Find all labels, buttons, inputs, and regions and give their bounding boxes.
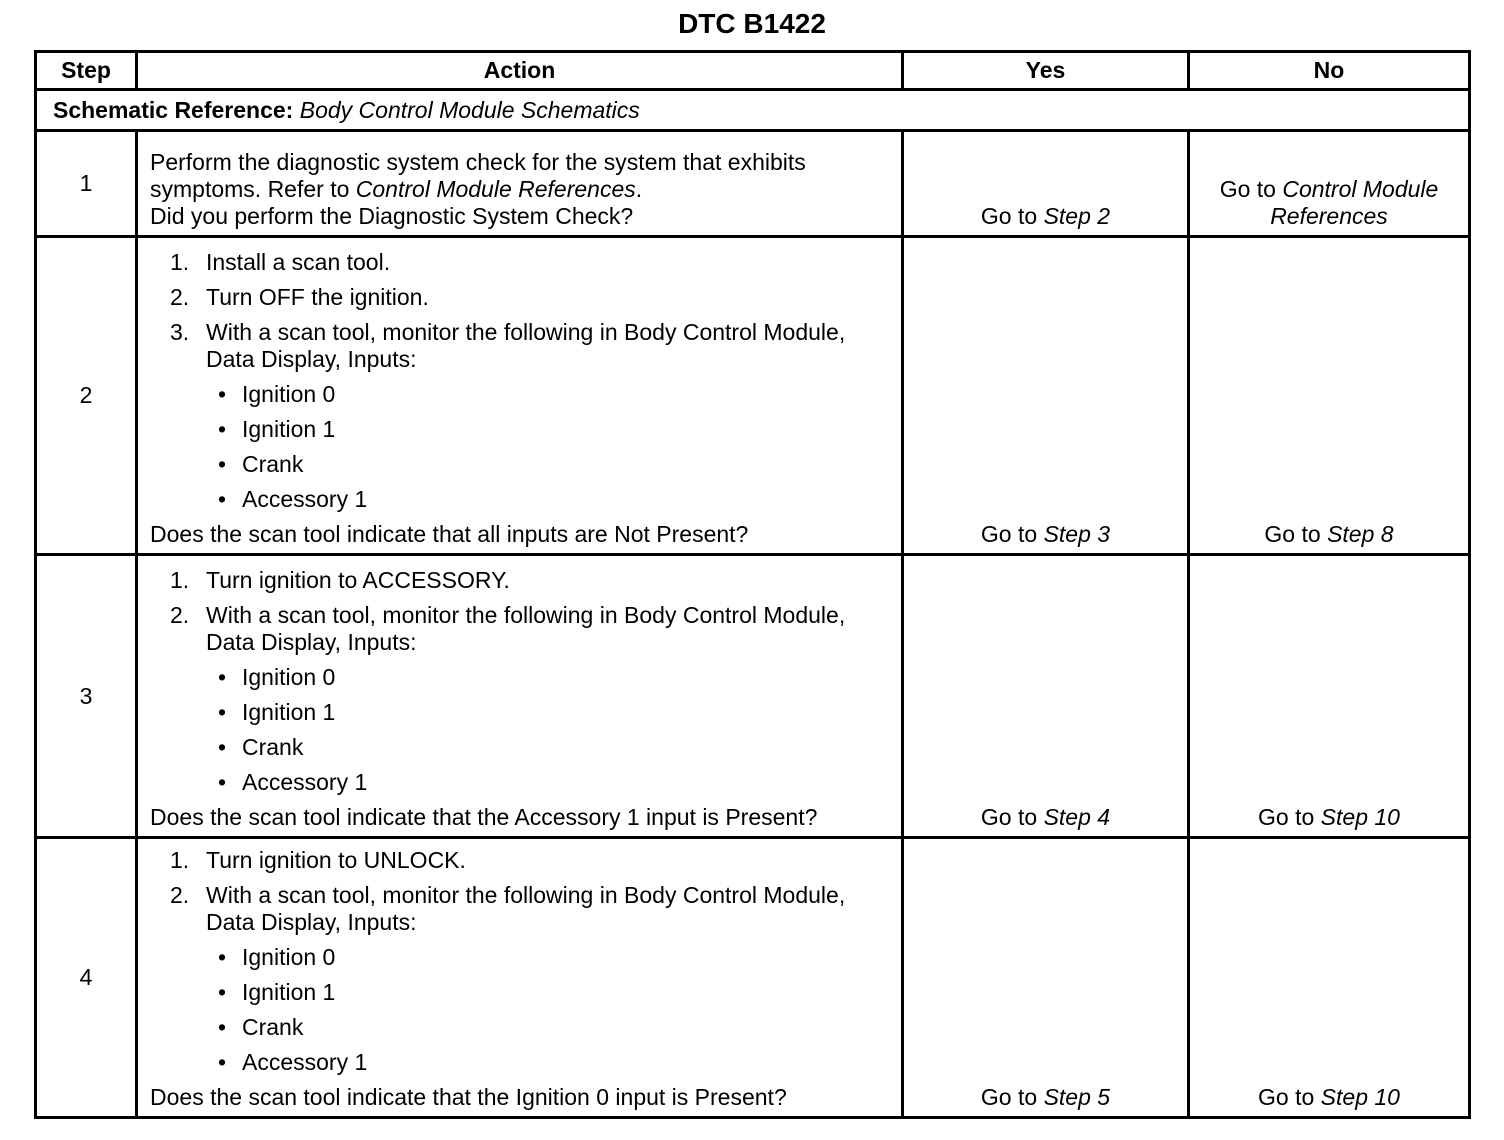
bullet-item: • Ignition 1 [206, 416, 891, 443]
bullet-item: • Ignition 0 [206, 381, 891, 408]
page-title: DTC B1422 [678, 8, 826, 39]
yes-cell: Go to Step 5 [903, 838, 1189, 1118]
list-item: 1. Turn ignition to ACCESSORY. [170, 567, 510, 593]
step-question: Did you perform the Diagnostic System Check? [150, 203, 634, 229]
no-link[interactable]: References [1270, 203, 1388, 229]
bullet-item: • Accessory 1 [206, 486, 891, 513]
header-row [36, 52, 1470, 90]
yes-link[interactable]: Step 3 [1043, 521, 1111, 547]
bullet-item: • Crank [206, 451, 891, 478]
action-list [150, 847, 891, 1076]
yes-cell: Go to Step 2 [903, 131, 1189, 237]
list-item: 1. Turn ignition to UNLOCK. [170, 847, 466, 873]
no-cell: Go to Control Module References [1189, 131, 1470, 237]
no-link[interactable]: Step 8 [1327, 521, 1394, 547]
no-cell: Go to Step 8 [1189, 237, 1470, 555]
step-number: 2 [36, 237, 137, 555]
action-list [150, 567, 891, 796]
list-item: 2. Turn OFF the ignition. [170, 284, 429, 310]
action-cell [137, 131, 903, 237]
schematic-label: Schematic Reference: [53, 96, 294, 123]
list-item: 3. With a scan tool, monitor the following in Body Control Module, Data Display, Inputs: • Ignition 0 • Ignition 1 • Crank • Accessory 1 [150, 319, 891, 513]
no-link[interactable]: Step 10 [1320, 1084, 1400, 1110]
action-text: symptoms. Refer to Control Module References. [150, 176, 643, 202]
no-link[interactable]: Control Module [1282, 176, 1439, 202]
step-row-1 [36, 131, 1470, 237]
action-cell [137, 237, 903, 555]
yes-link[interactable]: Step 2 [1043, 203, 1111, 229]
no-cell: Go to Step 10 [1189, 838, 1470, 1118]
step-question: Does the scan tool indicate that the Ignition 0 input is Present? [150, 1084, 787, 1110]
bullet-item: • Crank [206, 734, 891, 761]
step-number: 3 [36, 555, 137, 838]
diagnostic-table [34, 50, 1471, 1119]
schematic-reference [36, 90, 1470, 131]
step-number: 1 [36, 131, 137, 237]
step-row-2 [36, 237, 1470, 555]
list-item: 2. With a scan tool, monitor the following in Body Control Module, Data Display, Inputs: • Ignition 0 • Ignition 1 • Crank • Accessory 1 [150, 882, 891, 1076]
yes-cell: Go to Step 3 [903, 237, 1189, 555]
header-yes: Yes [903, 52, 1189, 90]
bullet-list [206, 381, 891, 513]
bullet-item: • Ignition 0 [206, 664, 891, 691]
step-question: Does the scan tool indicate that all inputs are Not Present? [150, 521, 749, 547]
step-number: 4 [36, 838, 137, 1118]
bullet-list [206, 944, 891, 1076]
action-list [150, 249, 891, 513]
action-cell [137, 838, 903, 1118]
yes-link[interactable]: Step 5 [1043, 1084, 1111, 1110]
bullet-item: • Accessory 1 [206, 769, 891, 796]
header-step: Step [36, 52, 137, 90]
bullet-list [206, 664, 891, 796]
step-row-4 [36, 838, 1470, 1118]
schematic-row [36, 90, 1470, 131]
reference-link[interactable]: Control Module References [355, 176, 636, 202]
bullet-item: • Ignition 0 [206, 944, 891, 971]
yes-cell: Go to Step 4 [903, 555, 1189, 838]
bullet-item: • Crank [206, 1014, 891, 1041]
step-row-3 [36, 555, 1470, 838]
schematic-link[interactable]: Body Control Module Schematics [299, 96, 640, 123]
step-question: Does the scan tool indicate that the Accessory 1 input is Present? [150, 804, 818, 830]
action-cell [137, 555, 903, 838]
no-link[interactable]: Step 10 [1320, 804, 1400, 830]
bullet-item: • Accessory 1 [206, 1049, 891, 1076]
list-item: 1. Install a scan tool. [170, 249, 391, 275]
bullet-item: • Ignition 1 [206, 699, 891, 726]
yes-link[interactable]: Step 4 [1043, 804, 1111, 830]
header-action: Action [137, 52, 903, 90]
bullet-item: • Ignition 1 [206, 979, 891, 1006]
header-no: No [1189, 52, 1470, 90]
action-text: Perform the diagnostic system check for the system that exhibits [150, 149, 806, 175]
no-cell: Go to Step 10 [1189, 555, 1470, 838]
list-item: 2. With a scan tool, monitor the following in Body Control Module, Data Display, Inputs: • Ignition 0 • Ignition 1 • Crank • Accessory 1 [150, 602, 891, 796]
